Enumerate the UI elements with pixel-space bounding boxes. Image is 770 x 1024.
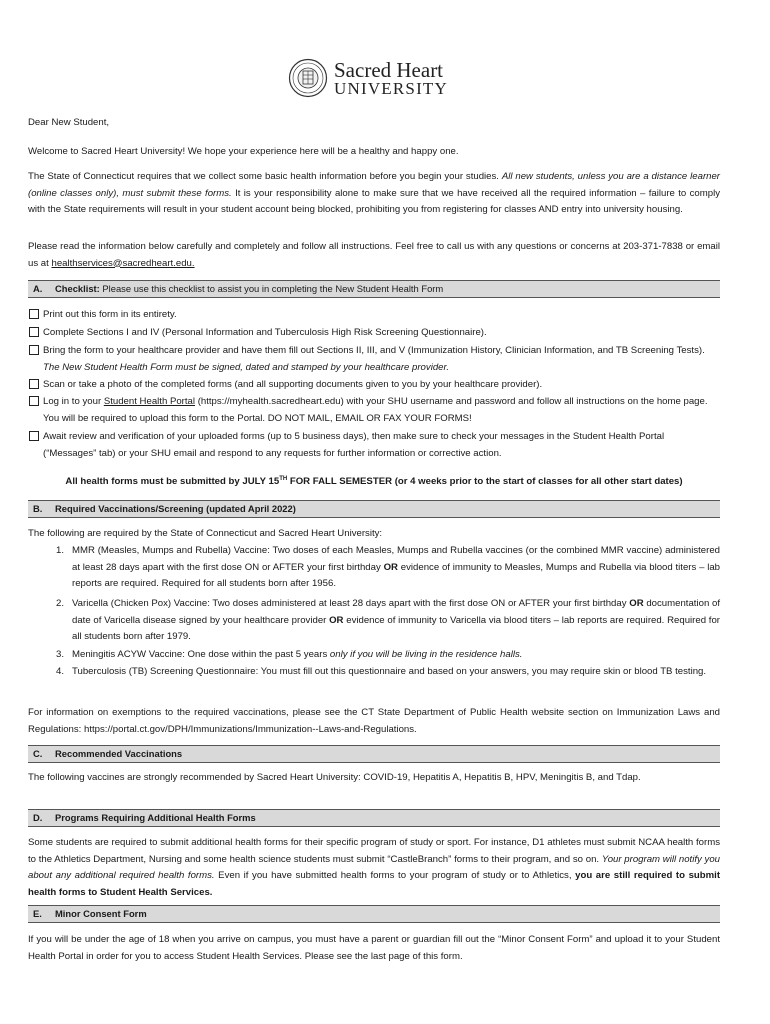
section-c-header: C. Recommended Vaccinations (28, 745, 720, 763)
deadline-notice: All health forms must be submitted by JULY 15TH FOR FALL SEMESTER (or 4 weeks prior to the start of classes for all other start dates) (65, 475, 683, 487)
email-link[interactable]: healthservices@sacredheart.edu. (51, 257, 195, 269)
logo-wordmark-line1: Sacred Heart (334, 58, 444, 82)
section-c-text: The following vaccines are strongly recommended by Sacred Heart University: COVID-19, Hepatitis A, Hepatitis B, HPV, Meningitis B, and Tdap. (28, 772, 641, 783)
section-b-lead: The following are required by the State of Connecticut and Sacred Heart University: (28, 528, 383, 539)
section-e-header: E. Minor Consent Form (28, 905, 720, 923)
exemptions-paragraph: For information on exemptions to the required vaccinations, please see the CT State Department of Public Health website section on Immunization Laws and Regulations: https://portal.ct.gov/DPH/Immunizations/Immunization--Laws-and-Regulations. (28, 707, 720, 735)
university-seal-icon (288, 58, 328, 98)
section-a-header: A. Checklist: Please use this checklist to assist you in completing the New Student Health Form (28, 280, 720, 298)
student-health-portal-link[interactable]: Student Health Portal (103, 396, 196, 407)
university-logo (288, 58, 458, 100)
intro-paragraph: The State of Connecticut requires that we collect some basic health information before you begin your studies. All new students, unless you are a distance learner (online classes only), must submit these forms. It is your responsibility alone to make sure that we have received all the required information – failure to comply with the State requirements will result in your student account being blocked, prohibiting you from registering for classes AND entry into university housing. (28, 171, 720, 216)
welcome-text: Welcome to Sacred Heart University! We hope your experience here will be a healthy and happy one. (28, 146, 459, 157)
greeting: Dear New Student, (28, 117, 110, 128)
logo-wordmark-line2: UNIVERSITY (334, 79, 448, 98)
checkbox[interactable] (29, 396, 39, 406)
section-d-header: D. Programs Requiring Additional Health Forms (28, 809, 720, 827)
checkbox[interactable] (29, 379, 39, 389)
checkbox[interactable] (29, 309, 39, 319)
checkbox[interactable] (29, 431, 39, 441)
section-d-text: Some students are required to submit additional health forms for their specific program of study or sport. For instance, D1 athletes must submit NCAA health forms to the Athletics Department, Nursing and some health science students must submit “CastleBranch” forms to their program, and so on. Your program will notify you about any additional required health forms. Even if you have submitted health forms to your program of study or to Athletics, you are still required to submit health forms to Student Health Services. (28, 837, 721, 898)
section-b-header: B. Required Vaccinations/Screening (updated April 2022) (28, 500, 720, 518)
section-e-text: If you will be under the age of 18 when you arrive on campus, you must have a parent or guardian fill out the “Minor Consent Form” and upload it to your Student Health Portal in order for you to access Student Health Services. Please see the last page of this form. (28, 934, 720, 962)
checkbox[interactable] (29, 345, 39, 355)
checkbox[interactable] (29, 327, 39, 337)
contact-paragraph: Please read the information below carefully and completely and follow all instructions. Feel free to call us with any questions or concerns at 203-371-7838 or email us at healthservices@sacredheart.edu. (28, 241, 720, 269)
